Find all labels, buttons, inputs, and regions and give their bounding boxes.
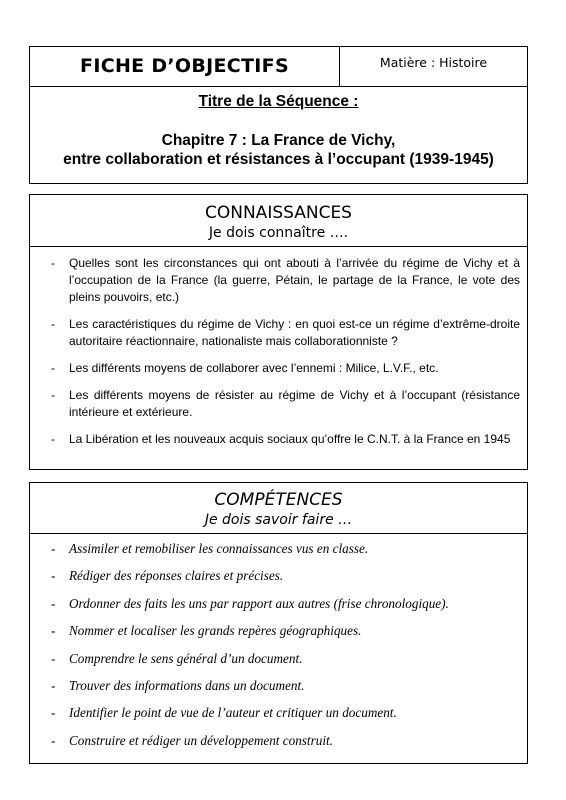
competences-item-text: Construire et rédiger un développement construit.: [69, 732, 333, 748]
competences-item-text: Comprendre le sens général d’un document.: [69, 650, 303, 666]
competences-item-text: Identifier le point de vue de l’auteur et critiquer un document.: [69, 705, 397, 721]
connaissances-item: [30, 360, 527, 377]
chapter-title-line-2: entre collaboration et résistances à l’occupant (1939-1945): [63, 151, 494, 168]
connaissances-subtitle: Je dois connaître ….: [208, 225, 349, 241]
competences-item-text: Ordonner des faits les uns par rapport aux autres (frise chronologique).: [69, 595, 449, 611]
sequence-title-label: Titre de la Séquence :: [198, 93, 359, 110]
competences-item-text: Nommer et localiser les grands repères géographiques.: [69, 623, 362, 639]
competences-item: [30, 542, 527, 569]
competences-item: [30, 734, 527, 761]
competences-item-text: Trouver des informations dans un document.: [69, 677, 305, 693]
competences-item-text: Assimiler et remobiliser les connaissances vus en classe.: [69, 541, 369, 556]
competences-item: [30, 597, 527, 624]
bullet-dash: -: [51, 388, 55, 402]
connaissances-item: [30, 431, 527, 448]
bullet-dash: -: [51, 732, 56, 748]
bullet-dash: -: [51, 677, 56, 693]
connaissances-item-text: Les différents moyens de résister au régime de Vichy et à l’occupant (résistance intérieure et extérieure.: [69, 388, 520, 419]
connaissances-section: [29, 194, 528, 470]
competences-list: [30, 542, 527, 761]
competences-item: [30, 569, 527, 596]
connaissances-item-text: Quelles sont les circonstances qui ont abouti à l’arrivée du régime de Vichy et à l’occupation de la France (la guerre, Pétain, le partage de la France, le vote des pleins pouvoirs, etc.): [69, 256, 520, 304]
bullet-dash: -: [51, 256, 55, 270]
connaissances-item: [30, 255, 527, 306]
competences-section: [29, 482, 528, 764]
competences-subtitle: Je dois savoir faire …: [204, 512, 353, 528]
bullet-dash: -: [51, 432, 55, 446]
bullet-dash: -: [51, 623, 56, 639]
header-box: [29, 46, 528, 184]
fiche-title: FICHE D’OBJECTIFS: [80, 55, 289, 77]
competences-item: [30, 624, 527, 651]
connaissances-title: CONNAISSANCES: [205, 203, 352, 223]
bullet-dash: -: [51, 705, 56, 721]
connaissances-item-text: Les caractéristiques du régime de Vichy : en quoi est-ce un régime d’extrême-droite autoritaire réactionnaire, nationaliste mais collaborationniste ?: [69, 317, 520, 348]
competences-item: [30, 652, 527, 679]
connaissances-item-text: Les différents moyens de collaborer avec l’ennemi : Milice, L.V.F., etc.: [69, 361, 439, 375]
header-top-row: [30, 47, 527, 87]
chapter-title-line-1: Chapitre 7 : La France de Vichy,: [161, 132, 396, 149]
competences-item-text: Rédiger des réponses claires et précises.: [69, 568, 284, 584]
connaissances-list: [30, 255, 527, 458]
bullet-dash: -: [51, 568, 56, 584]
connaissances-item-text: La Libération et les nouveaux acquis sociaux qu’offre le C.N.T. à la France en 1945: [69, 432, 511, 446]
connaissances-item: [30, 387, 527, 421]
subject-label: Matière : Histoire: [379, 55, 488, 70]
fiche-title-cell: [30, 47, 340, 86]
bullet-dash: -: [51, 541, 56, 556]
bullet-dash: -: [51, 650, 56, 666]
competences-item: [30, 679, 527, 706]
bullet-dash: -: [51, 595, 56, 611]
competences-item: [30, 706, 527, 733]
competences-header: [30, 483, 527, 534]
connaissances-item: [30, 316, 527, 350]
competences-title: COMPÉTENCES: [214, 490, 343, 510]
connaissances-header: [30, 195, 527, 247]
bullet-dash: -: [51, 317, 55, 331]
bullet-dash: -: [51, 361, 55, 375]
